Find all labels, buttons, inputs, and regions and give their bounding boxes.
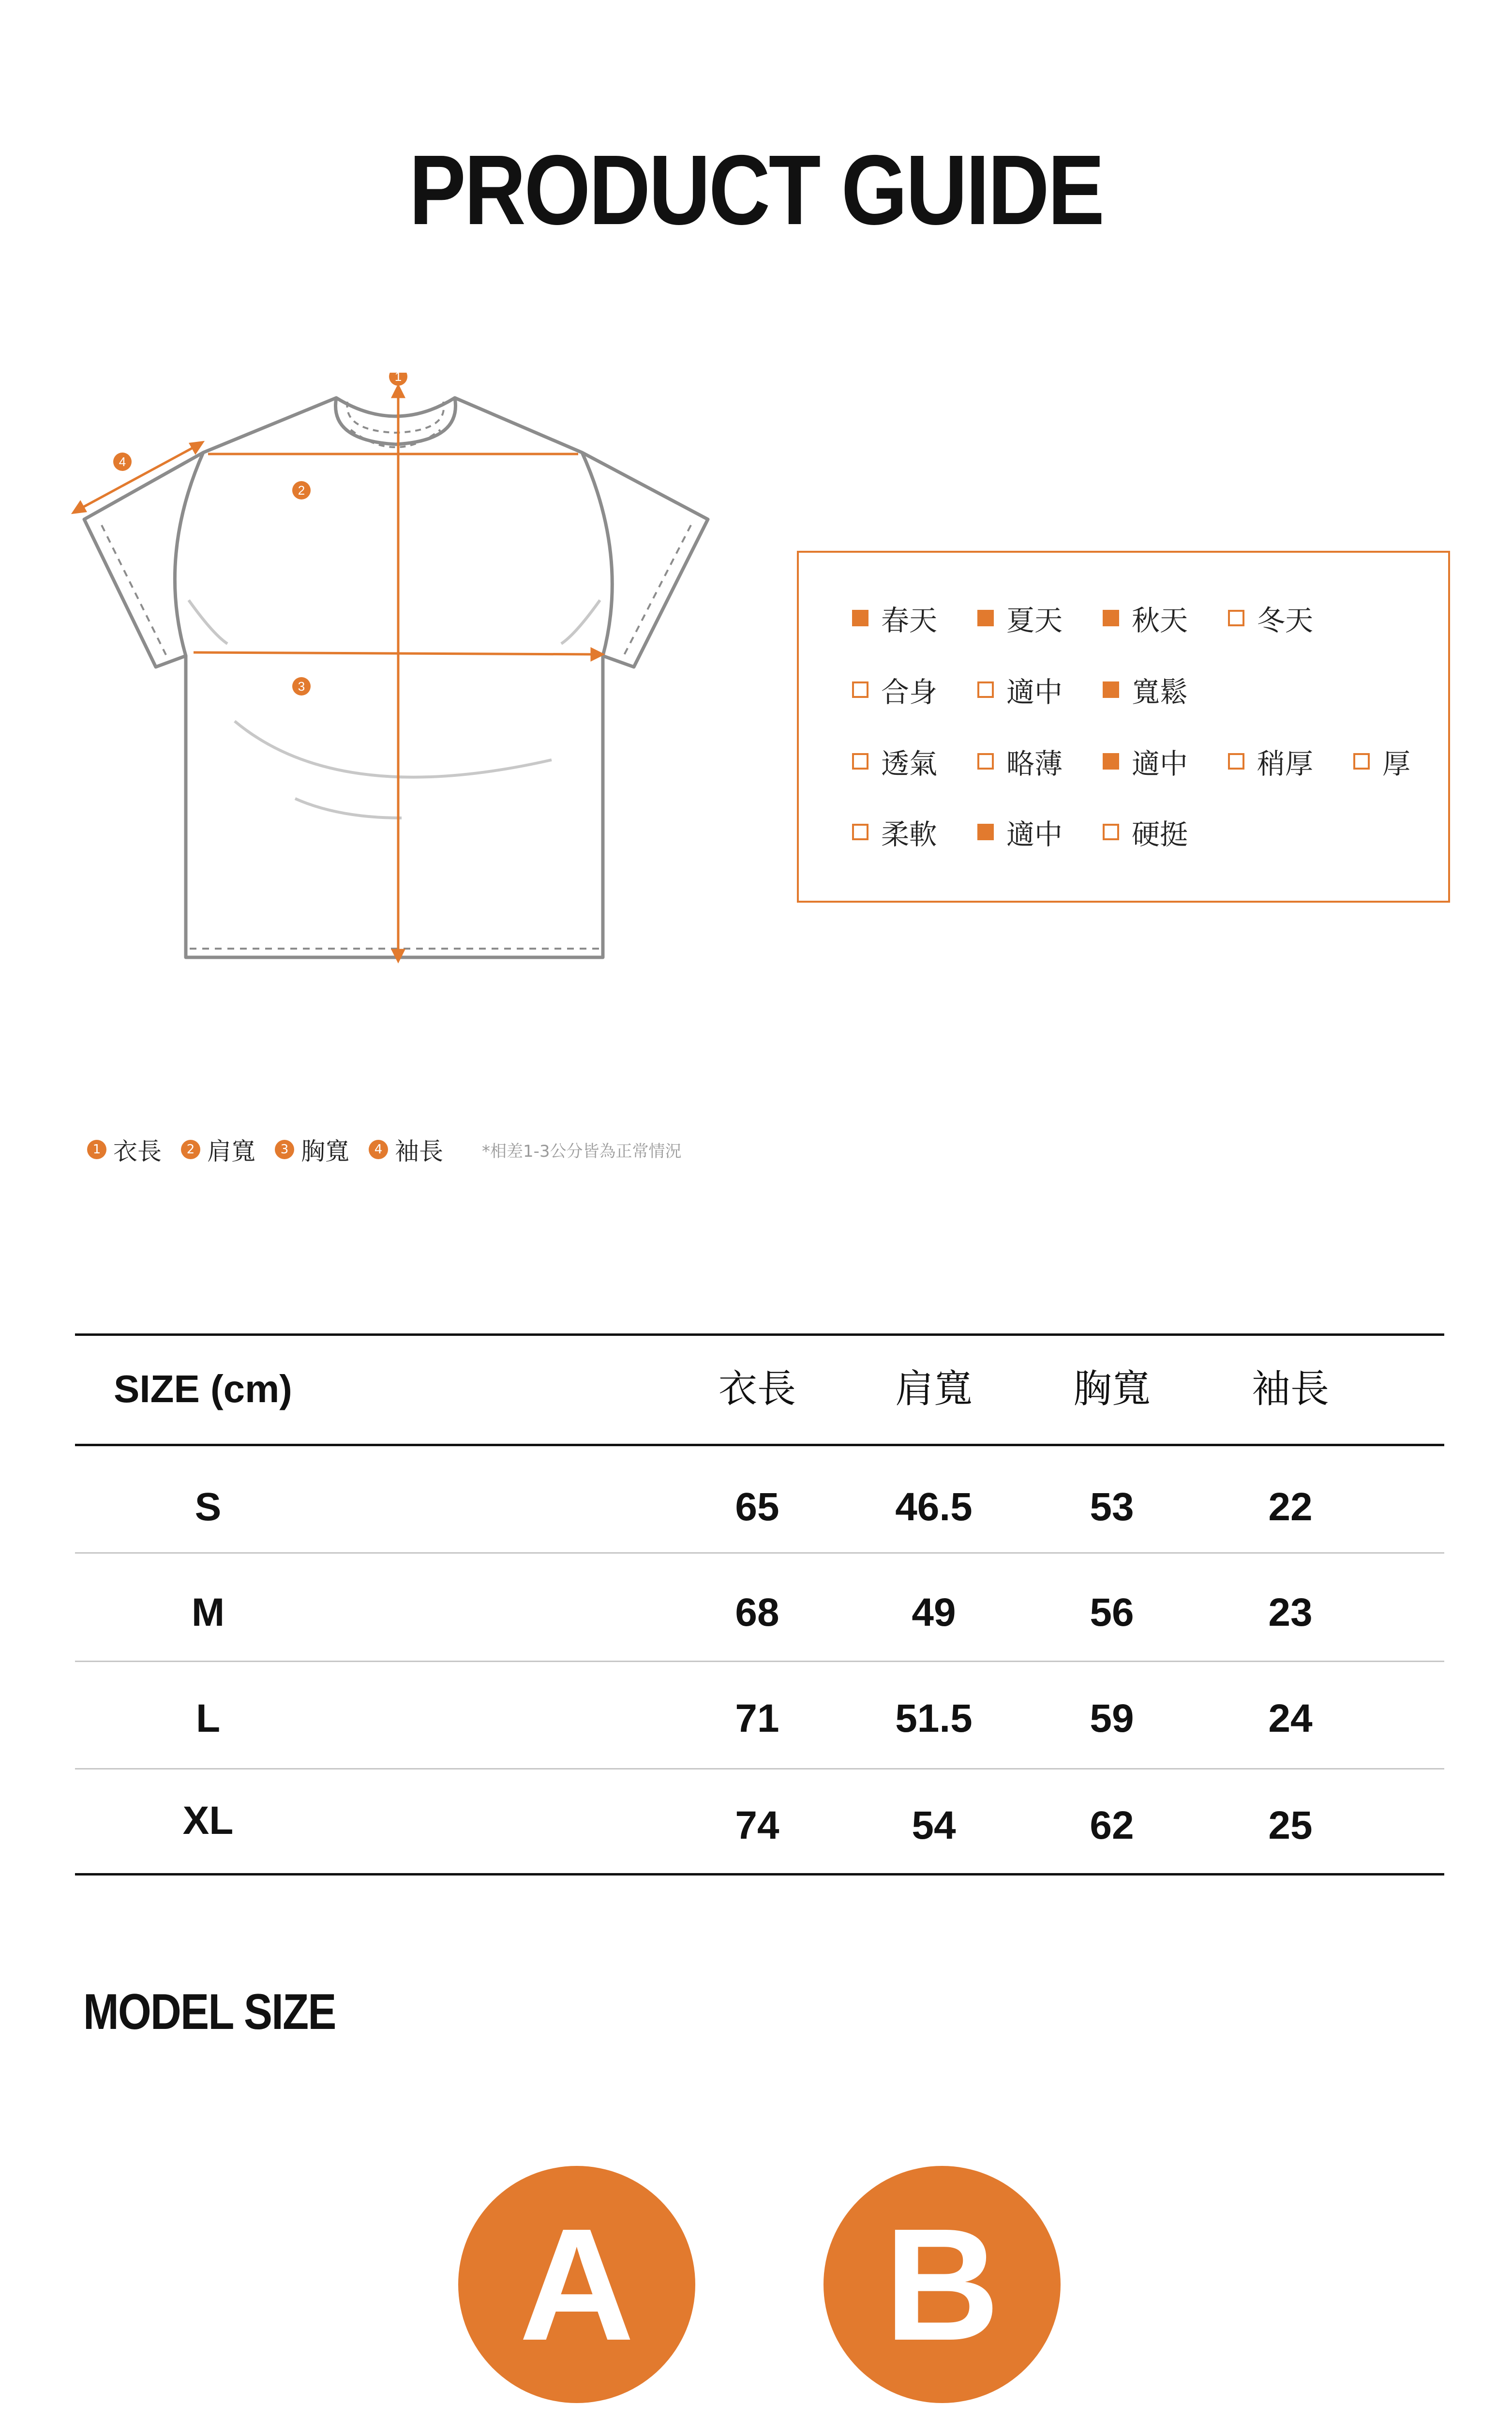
row-m-chest: 56 xyxy=(1090,1590,1134,1634)
row-s-chest: 53 xyxy=(1090,1485,1134,1529)
row-xl-shoulder: 54 xyxy=(912,1803,956,1847)
row-m-sleeve: 23 xyxy=(1268,1590,1313,1634)
table-divider xyxy=(75,1661,1444,1662)
checkbox-icon xyxy=(1103,753,1119,770)
checkbox-icon xyxy=(1103,610,1119,626)
tshirt-measurement-diagram xyxy=(68,373,745,1002)
checkbox-icon xyxy=(852,824,868,840)
row-xl-length: 74 xyxy=(735,1803,779,1847)
page-title: PRODUCT GUIDE xyxy=(409,135,1103,245)
attr-medium-thickness: 適中 xyxy=(1103,741,1228,782)
checkbox-icon xyxy=(852,610,868,626)
legend-note: *相差1-3公分皆為正常情況 xyxy=(482,1141,682,1161)
left-armhole xyxy=(175,453,203,656)
measurement-legend xyxy=(87,1135,682,1164)
header-shoulder: 肩寬 xyxy=(895,1366,973,1411)
table-header-rule xyxy=(75,1444,1444,1446)
attr-thick: 厚 xyxy=(1353,741,1479,782)
checkbox-icon xyxy=(1228,610,1244,626)
table-divider xyxy=(75,1768,1444,1770)
row-s-sleeve: 22 xyxy=(1268,1485,1313,1529)
attr-fitted: 合身 xyxy=(852,669,977,710)
legend-item: 3 胸寬 xyxy=(275,1132,349,1167)
row-xl-size: XL xyxy=(182,1799,234,1843)
model-size-title: MODEL SIZE xyxy=(83,1984,336,2040)
row-m-shoulder: 49 xyxy=(912,1590,956,1634)
row-l-sleeve: 24 xyxy=(1268,1696,1313,1740)
thickness-row xyxy=(852,742,1479,781)
attr-slightly-thick: 稍厚 xyxy=(1228,741,1353,782)
header-sleeve: 袖長 xyxy=(1252,1366,1329,1411)
checkbox-icon xyxy=(852,681,868,698)
row-m-length: 68 xyxy=(735,1590,779,1634)
marker-1: 1 xyxy=(394,373,402,384)
row-s-size: S xyxy=(195,1485,222,1529)
checkbox-icon xyxy=(1353,753,1370,770)
table-bottom-rule xyxy=(75,1873,1444,1876)
row-m-size: M xyxy=(191,1590,225,1634)
checkbox-icon xyxy=(977,610,994,626)
checkbox-icon xyxy=(852,753,868,770)
row-xl-chest: 62 xyxy=(1090,1803,1134,1847)
attr-medium-texture: 適中 xyxy=(977,812,1103,852)
attr-breathable: 透氣 xyxy=(852,741,977,782)
model-a-badge: A xyxy=(458,2166,695,2403)
legend-item: 1 衣長 xyxy=(87,1132,162,1167)
attr-regular-fit: 適中 xyxy=(977,669,1103,710)
checkbox-icon xyxy=(977,681,994,698)
marker-4: 4 xyxy=(119,454,126,469)
attr-loose: 寬鬆 xyxy=(1103,669,1228,710)
attr-autumn: 秋天 xyxy=(1103,598,1228,638)
model-b-badge: B xyxy=(823,2166,1061,2403)
legend-item: 2 肩寬 xyxy=(181,1132,255,1167)
marker-2: 2 xyxy=(298,483,305,498)
header-size: SIZE (cm) xyxy=(114,1367,292,1410)
attr-stiff: 硬挺 xyxy=(1103,812,1228,852)
checkbox-icon xyxy=(1228,753,1244,770)
shirt-outline xyxy=(84,398,708,957)
header-length: 衣長 xyxy=(719,1366,796,1411)
row-l-chest: 59 xyxy=(1090,1696,1134,1740)
checkbox-icon xyxy=(977,753,994,770)
attr-thin: 略薄 xyxy=(977,741,1103,782)
attr-soft: 柔軟 xyxy=(852,812,977,852)
season-row xyxy=(852,599,1353,637)
attr-summer: 夏天 xyxy=(977,598,1103,638)
header-chest: 胸寬 xyxy=(1073,1366,1151,1411)
row-s-shoulder: 46.5 xyxy=(895,1485,973,1529)
row-l-length: 71 xyxy=(735,1696,779,1740)
fit-row xyxy=(852,670,1228,709)
row-l-shoulder: 51.5 xyxy=(895,1696,973,1740)
right-armhole xyxy=(582,453,612,656)
table-divider xyxy=(75,1552,1444,1554)
row-xl-sleeve: 25 xyxy=(1268,1803,1313,1847)
attr-spring: 春天 xyxy=(852,598,977,638)
texture-row xyxy=(852,813,1228,851)
marker-3: 3 xyxy=(298,679,305,694)
legend-item: 4 袖長 xyxy=(369,1132,443,1167)
attr-winter: 冬天 xyxy=(1228,598,1353,638)
checkbox-icon xyxy=(977,824,994,840)
fabric-attribute-panel xyxy=(797,551,1450,903)
row-l-size: L xyxy=(195,1696,221,1740)
checkbox-icon xyxy=(1103,824,1119,840)
table-top-rule xyxy=(75,1333,1444,1336)
row-s-length: 65 xyxy=(735,1485,779,1529)
checkbox-icon xyxy=(1103,681,1119,698)
